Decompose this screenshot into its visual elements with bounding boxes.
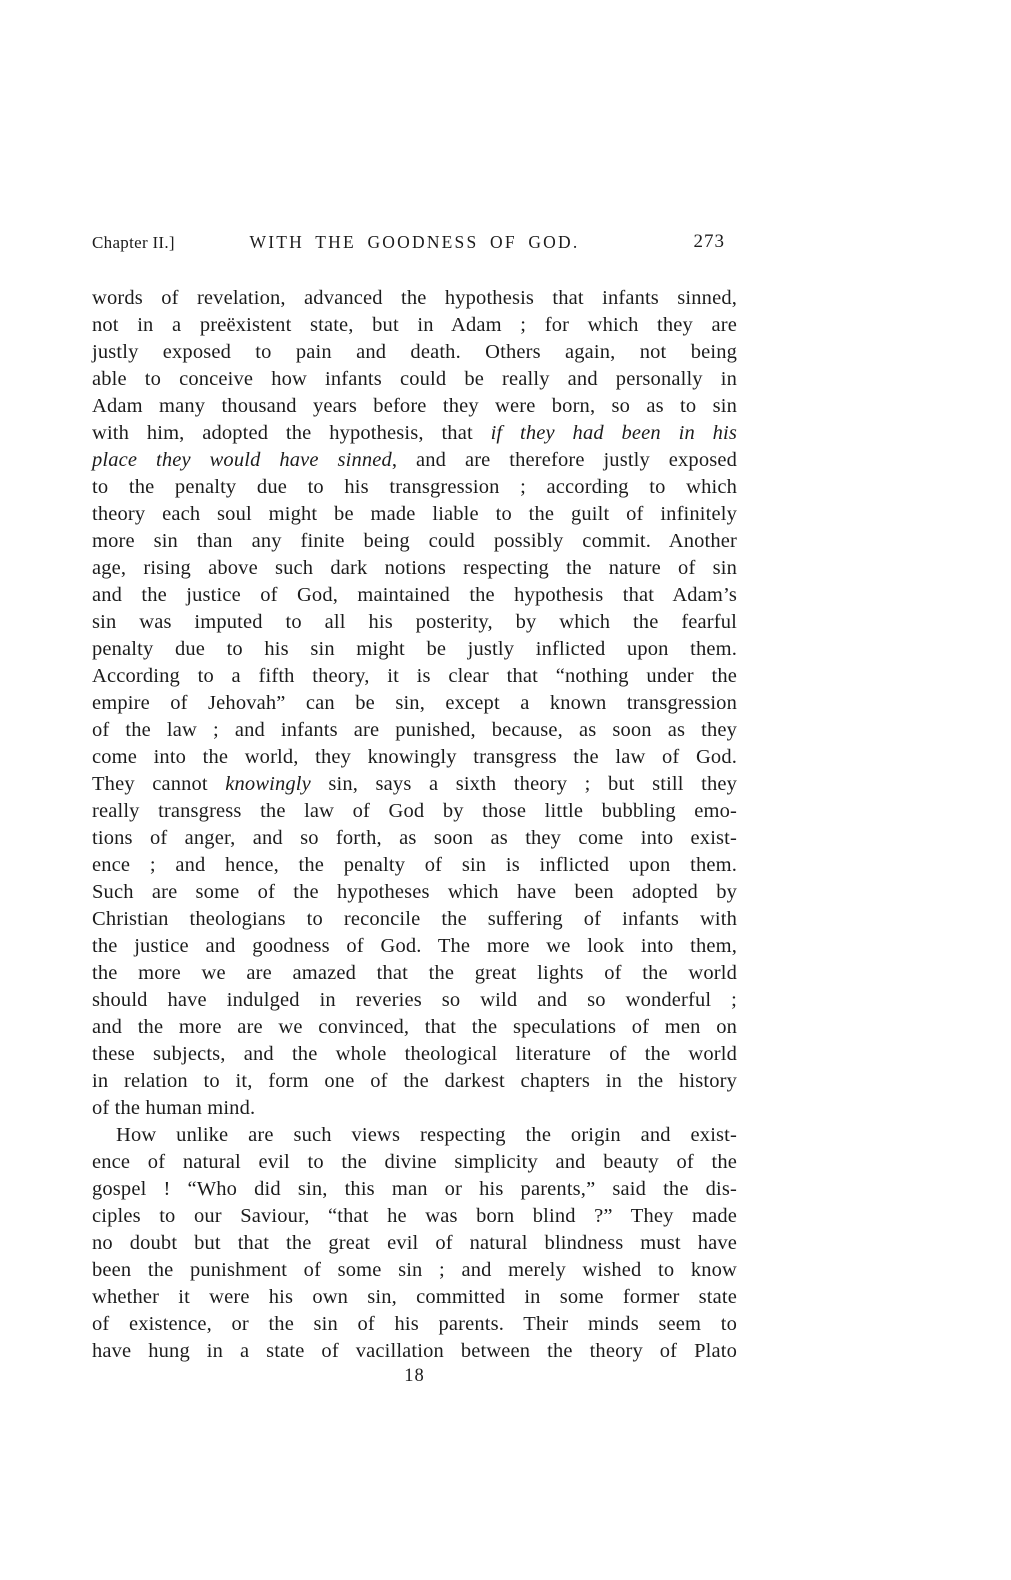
text-line (92, 825, 737, 852)
text-line (92, 528, 737, 555)
text-segment: ence ; and hence, the penalty of sin is inflicted upon them. (92, 854, 737, 876)
text-line (92, 744, 737, 771)
text-line (92, 285, 737, 312)
text-line (92, 474, 737, 501)
text-line (92, 906, 737, 933)
text-line (92, 393, 737, 420)
text-segment: should have indulged in reveries so wild and so wonderful ; (92, 989, 737, 1011)
text-segment: and the justice of God, maintained the hypothesis that Adam’s (92, 584, 737, 606)
text-segment: penalty due to his sin might be justly inflicted upon them. (92, 638, 737, 660)
page-number: 273 (693, 231, 725, 252)
text-segment: sin, says a sixth theory ; but still they (310, 773, 738, 795)
text-line (92, 447, 737, 474)
text-line (92, 771, 737, 798)
signature-mark: 18 (404, 1366, 425, 1386)
text-segment: Such are some of the hypotheses which have been adopted by (92, 881, 737, 903)
text-line (92, 339, 737, 366)
text-line (92, 1068, 737, 1095)
text-segment: age, rising above such dark notions respecting the nature of sin (92, 557, 737, 579)
text-line (92, 501, 737, 528)
text-segment: gospel ! “Who did sin, this man or his parents,” said the dis- (92, 1178, 737, 1200)
text-segment: have hung in a state of vacillation between the theory of Plato (92, 1340, 737, 1362)
text-line (92, 609, 737, 636)
text-line (92, 420, 737, 447)
text-segment: , and are therefore justly exposed (391, 449, 737, 471)
text-line (92, 1311, 737, 1338)
text-line (92, 1230, 737, 1257)
text-line (92, 1338, 737, 1365)
text-segment: these subjects, and the whole theological literature of the world (92, 1043, 737, 1065)
text-segment: words of revelation, advanced the hypothesis that infants sinned, (92, 287, 737, 309)
text-segment: Adam many thousand years before they were born, so as to sin (92, 395, 737, 417)
text-segment: ence of natural evil to the divine simplicity and beauty of the (92, 1151, 737, 1173)
chapter-label: Chapter II.] (92, 233, 175, 252)
text-line (92, 636, 737, 663)
text-line (92, 1014, 737, 1041)
text-segment: in relation to it, form one of the darkest chapters in the history (92, 1070, 737, 1092)
text-segment: How unlike are such views respecting the origin and exist- (116, 1124, 737, 1146)
text-segment: whether it were his own sin, committed in some former state (92, 1286, 737, 1308)
page-header (92, 231, 737, 255)
text-line (92, 1095, 737, 1122)
text-segment: They cannot (92, 773, 226, 795)
text-segment: of the law ; and infants are punished, because, as soon as they (92, 719, 737, 741)
text-line (92, 798, 737, 825)
body-text (92, 285, 737, 1365)
text-segment: the justice and goodness of God. The more we look into them, (92, 935, 737, 957)
text-segment: of the human mind. (92, 1097, 256, 1119)
text-segment: not in a preëxistent state, but in Adam ; for which they are (92, 314, 737, 336)
text-line (92, 366, 737, 393)
italic-text-segment: knowingly (225, 773, 311, 795)
text-line (92, 663, 737, 690)
text-segment: tions of anger, and so forth, as soon as they come into exist- (92, 827, 737, 849)
text-segment: able to conceive how infants could be really and personally in (92, 368, 737, 390)
text-segment: justly exposed to pain and death. Others again, not being (92, 341, 737, 363)
text-line (92, 582, 737, 609)
text-segment: really transgress the law of God by those little bubbling emo- (92, 800, 737, 822)
text-segment: the more we are amazed that the great lights of the world (92, 962, 737, 984)
text-line (92, 1284, 737, 1311)
text-segment: and the more are we convinced, that the speculations of men on (92, 1016, 737, 1038)
text-line (92, 717, 737, 744)
text-segment: According to a fifth theory, it is clear that “nothing under the (92, 665, 737, 687)
text-segment: with him, adopted the hypothesis, that (92, 422, 491, 444)
text-line (92, 312, 737, 339)
text-line (92, 1149, 737, 1176)
text-line (92, 555, 737, 582)
text-segment: of existence, or the sin of his parents. Their minds seem to (92, 1313, 737, 1335)
text-line (92, 987, 737, 1014)
italic-text-segment: if they had been in his (490, 422, 737, 444)
text-line (92, 960, 737, 987)
text-line (92, 933, 737, 960)
running-title: WITH THE GOODNESS OF GOD. (249, 232, 580, 252)
italic-text-segment: place they would have sinned (92, 449, 392, 471)
text-line (92, 1257, 737, 1284)
text-segment: theory each soul might be made liable to the guilt of infinitely (92, 503, 737, 525)
text-line (92, 690, 737, 717)
text-segment: no doubt but that the great evil of natural blindness must have (92, 1232, 737, 1254)
text-segment: empire of Jehovah” can be sin, except a known transgression (92, 692, 737, 714)
text-segment: to the penalty due to his transgression ; according to which (92, 476, 737, 498)
text-segment: Christian theologians to reconcile the suffering of infants with (92, 908, 737, 930)
text-line (92, 1176, 737, 1203)
text-line (92, 852, 737, 879)
text-line (92, 879, 737, 906)
text-segment: ciples to our Saviour, “that he was born blind ?” They made (92, 1205, 737, 1227)
text-line (92, 1041, 737, 1068)
text-segment: more sin than any finite being could possibly commit. Another (92, 530, 737, 552)
text-segment: been the punishment of some sin ; and merely wished to know (92, 1259, 737, 1281)
text-segment: sin was imputed to all his posterity, by which the fearful (92, 611, 737, 633)
text-line (92, 1122, 737, 1149)
text-segment: come into the world, they knowingly transgress the law of God. (92, 746, 737, 768)
text-line (92, 1203, 737, 1230)
